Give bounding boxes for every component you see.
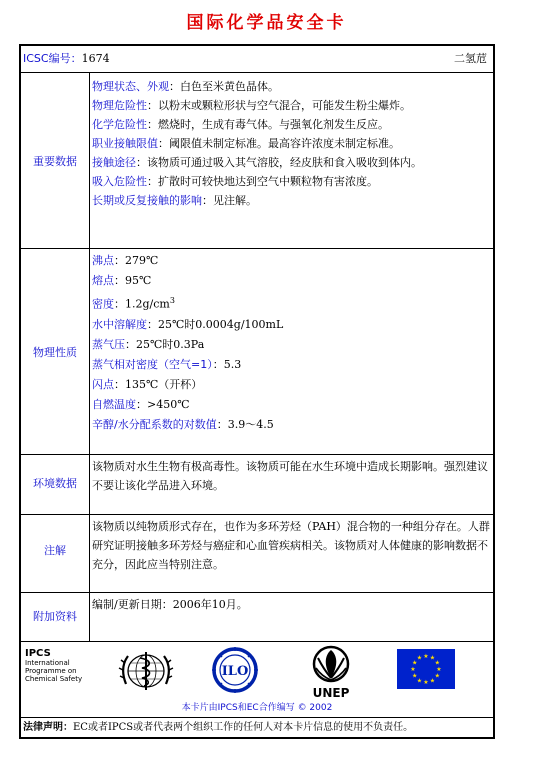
physical-row: 密度：$1.2g/cm^3$ <box>92 296 175 311</box>
important-row: 物理危险性：以粉末或颗粒形状与空气混合，可能发生粉尘爆炸。 <box>92 99 411 112</box>
section-label-environment: 环境数据 <box>33 477 77 490</box>
ipcs-logo: IPCS International Programme on Chemical Safety <box>25 648 115 683</box>
physical-properties-content <box>92 251 492 435</box>
svg-text:★: ★ <box>412 659 418 667</box>
section-label-additional: 附加资料 <box>33 610 77 623</box>
physical-row: 闪点：135℃（开杯） <box>92 377 203 391</box>
icsc-number: 1674 <box>81 52 110 65</box>
important-row: 接触途径：该物质可通过吸入其气溶胶，经皮肤和食入吸收到体内。 <box>92 156 422 169</box>
legal-label: 法律声明： <box>23 722 73 733</box>
card-title: 国际化学品安全卡 <box>186 13 347 33</box>
section-label-notes: 注解 <box>44 544 66 557</box>
svg-text:★: ★ <box>423 653 429 660</box>
column-divider <box>89 73 90 641</box>
important-row: 化学危险性：燃烧时，生成有毒气体。与强氧化剂发生反应。 <box>92 118 389 131</box>
svg-text:★: ★ <box>412 672 418 680</box>
physical-row: 蒸气压：25℃时0.3Pa <box>92 337 205 351</box>
physical-row: 水中溶解度：25℃时0.0004g/100mL <box>92 317 284 331</box>
credit-line: 本卡片由IPCS和EC合作编写 © 2002 <box>181 703 333 713</box>
card-frame <box>19 44 495 739</box>
important-data-content <box>92 77 492 210</box>
section-label-physical: 物理性质 <box>33 346 77 359</box>
legal-text: EC或者IPCS或者代表两个组织工作的任何人对本卡片信息的使用不负责任。 <box>73 722 414 733</box>
environment-content: 该物质对水生生物有极高毒性。该物质可能在水生环境中造成长期影响。强烈建议不要让该化学品进入环境。 <box>92 460 488 492</box>
svg-text:★: ★ <box>416 654 423 662</box>
unep-emblem-icon <box>304 644 358 700</box>
svg-text:★: ★ <box>410 666 416 673</box>
eu-flag-icon <box>397 649 455 689</box>
who-emblem-icon <box>118 646 174 696</box>
svg-text:★: ★ <box>434 672 440 680</box>
important-row: 长期或反复接触的影响：见注解。 <box>92 194 257 207</box>
icsc-label: ICSC编号： <box>23 52 82 65</box>
notes-content: 该物质以纯物质形式存在，也作为多环芳烃（PAH）混合物的一种组分存在。人群研究证明接触多环芳烃与癌症和心血管疾病相关。该物质对人体健康的影响数据不充分，因此应当特别注意。 <box>92 520 490 571</box>
svg-text:★: ★ <box>416 677 423 685</box>
icsc-number-row <box>23 49 493 68</box>
svg-text:★: ★ <box>423 679 429 686</box>
section-label-important: 重要数据 <box>33 155 77 168</box>
chemical-name: 二氢苊 <box>454 52 487 65</box>
legal-notice <box>23 719 491 736</box>
ilo-letters: ILO <box>221 664 249 679</box>
physical-row: 蒸气相对密度（空气=1）：5.3 <box>92 357 242 371</box>
unep-text: UNEP <box>312 686 350 700</box>
important-row: 职业接触限值：阈限值未制定标准。最高容许浓度未制定标准。 <box>92 137 400 150</box>
svg-text:★: ★ <box>429 654 436 662</box>
additional-content: 编制/更新日期：2006年10月。 <box>92 598 248 611</box>
physical-row: 自燃温度：>450℃ <box>92 397 190 411</box>
physical-row: 沸点：279℃ <box>92 254 159 267</box>
physical-row: 熔点：95℃ <box>92 274 152 287</box>
ilo-emblem-icon <box>209 646 261 694</box>
svg-text:★: ★ <box>436 666 442 673</box>
important-row: 吸入危险性：扩散时可较快地达到空气中颗粒物有害浓度。 <box>92 175 378 188</box>
ipcs-title: IPCS <box>25 648 51 659</box>
important-row: 物理状态、外观：白色至米黄色晶体。 <box>92 80 279 93</box>
svg-text:★: ★ <box>434 659 440 667</box>
physical-row: 辛醇/水分配系数的对数值：3.9～4.5 <box>92 417 274 431</box>
svg-text:★: ★ <box>429 677 436 685</box>
